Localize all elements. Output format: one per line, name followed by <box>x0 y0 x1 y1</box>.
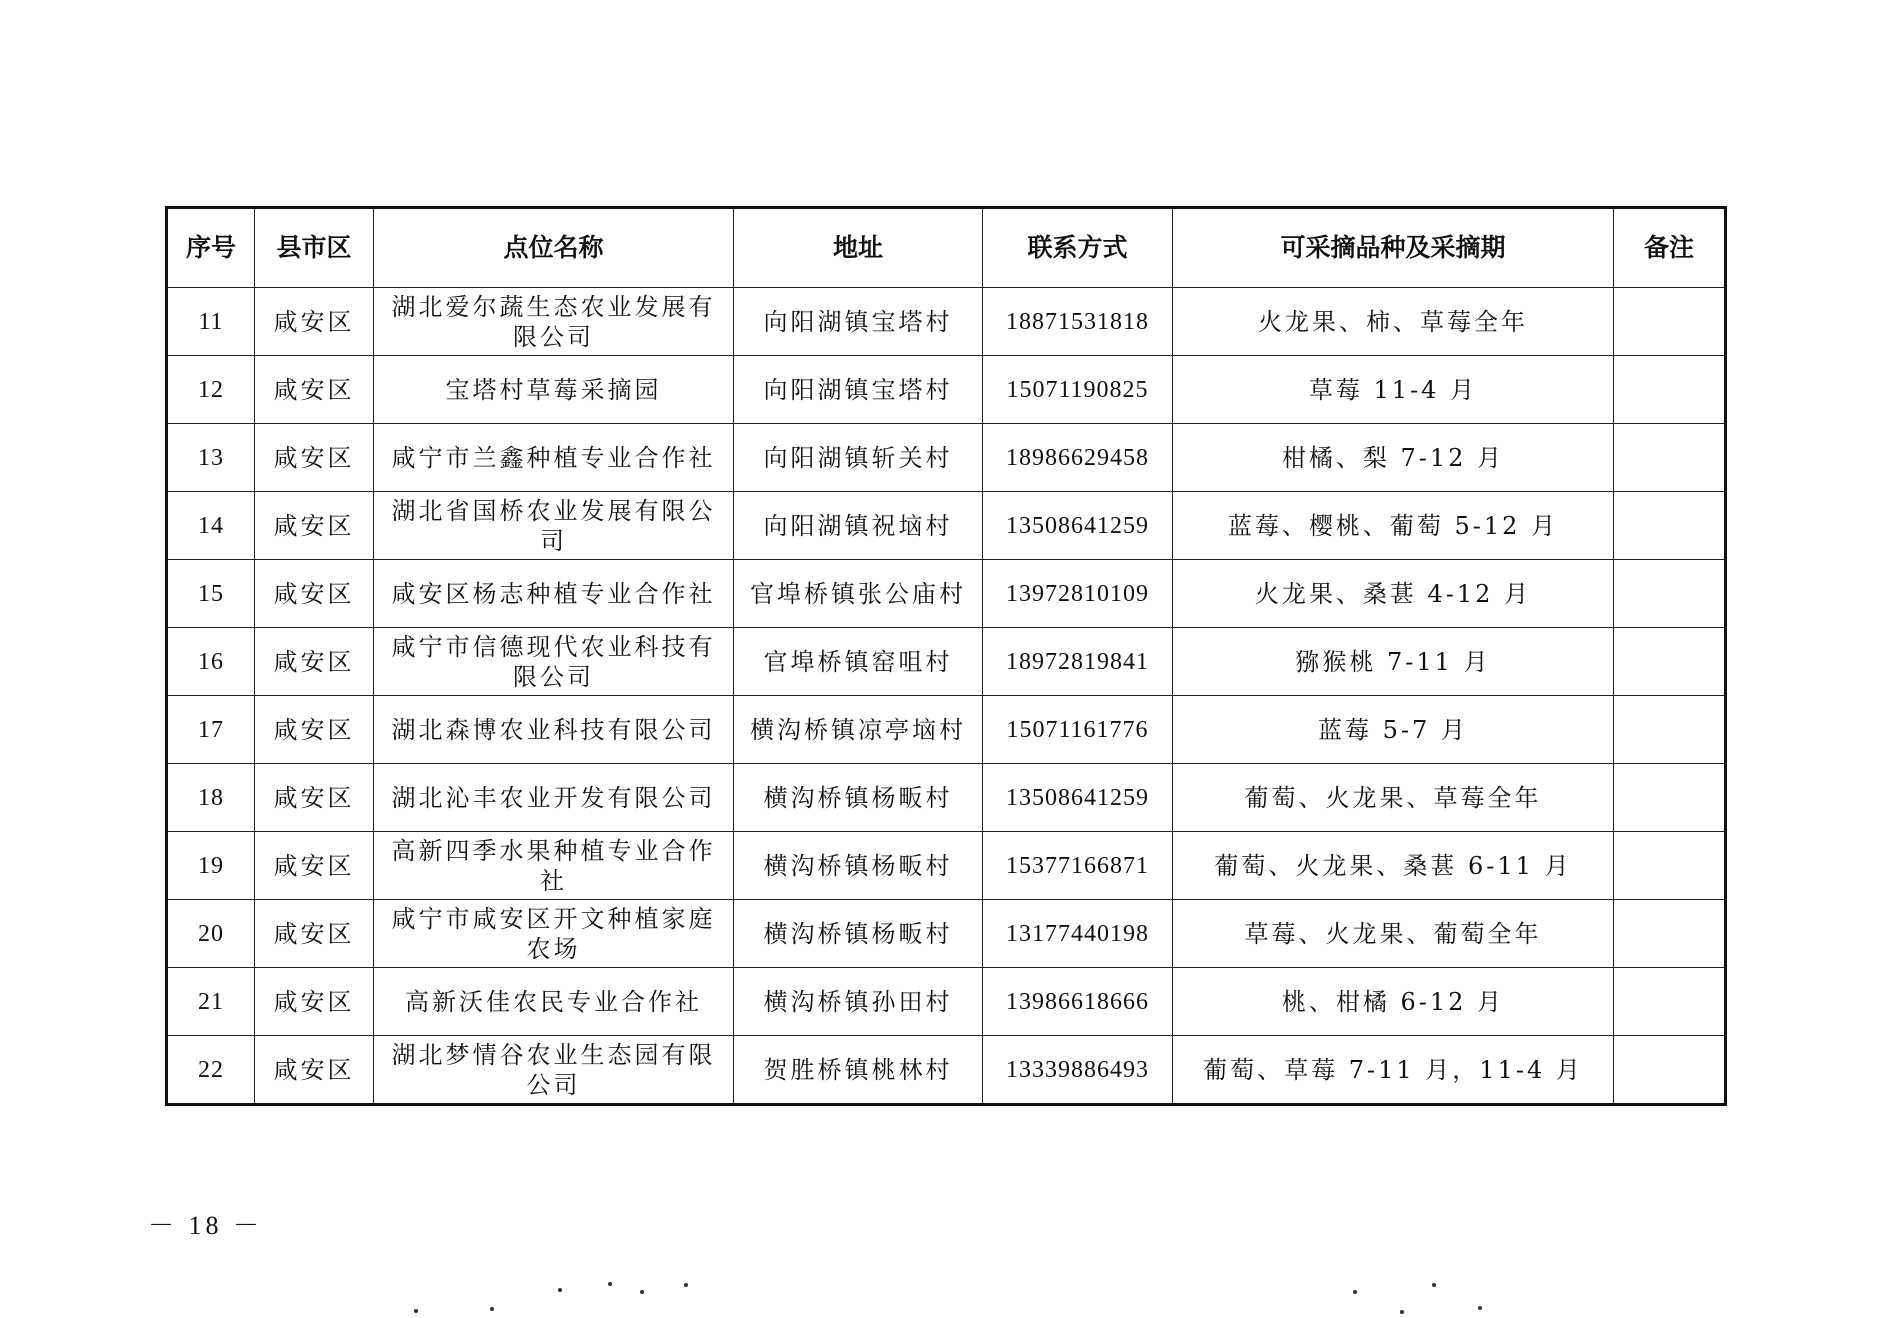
header-address: 地址 <box>734 208 983 288</box>
cell-site-name: 高新四季水果种植专业合作社 <box>374 832 734 900</box>
scan-speck <box>1432 1283 1436 1287</box>
cell-site-name: 湖北梦情谷农业生态园有限公司 <box>374 1036 734 1105</box>
cell-remark <box>1614 832 1726 900</box>
scan-speck <box>684 1283 688 1287</box>
scan-speck <box>558 1288 562 1292</box>
cell-phone: 13508641259 <box>983 492 1173 560</box>
scan-speck <box>1478 1306 1482 1310</box>
cell-varieties: 猕猴桃 7-11 月 <box>1173 628 1614 696</box>
cell-site-name: 高新沃佳农民专业合作社 <box>374 968 734 1036</box>
cell-county: 咸安区 <box>255 832 374 900</box>
cell-county: 咸安区 <box>255 696 374 764</box>
cell-phone: 13986618666 <box>983 968 1173 1036</box>
cell-remark <box>1614 696 1726 764</box>
cell-site-name: 宝塔村草莓采摘园 <box>374 356 734 424</box>
cell-varieties: 蓝莓、樱桃、葡萄 5-12 月 <box>1173 492 1614 560</box>
cell-no: 21 <box>167 968 255 1036</box>
cell-no: 17 <box>167 696 255 764</box>
cell-phone: 15071161776 <box>983 696 1173 764</box>
cell-address: 向阳湖镇祝垴村 <box>734 492 983 560</box>
scan-speck <box>608 1282 612 1286</box>
cell-varieties: 火龙果、柿、草莓全年 <box>1173 288 1614 356</box>
cell-varieties: 蓝莓 5-7 月 <box>1173 696 1614 764</box>
table-row <box>167 628 1726 696</box>
cell-county: 咸安区 <box>255 356 374 424</box>
cell-address: 官埠桥镇窑咀村 <box>734 628 983 696</box>
table-row <box>167 696 1726 764</box>
cell-varieties: 葡萄、火龙果、桑葚 6-11 月 <box>1173 832 1614 900</box>
header-county: 县市区 <box>255 208 374 288</box>
table-row <box>167 424 1726 492</box>
cell-address: 横沟桥镇杨畈村 <box>734 900 983 968</box>
cell-site-name: 湖北爱尔蔬生态农业发展有限公司 <box>374 288 734 356</box>
scan-speck <box>1353 1290 1357 1294</box>
cell-county: 咸安区 <box>255 288 374 356</box>
cell-address: 向阳湖镇斩关村 <box>734 424 983 492</box>
header-varieties: 可采摘品种及采摘期 <box>1173 208 1614 288</box>
cell-remark <box>1614 492 1726 560</box>
cell-remark <box>1614 628 1726 696</box>
cell-address: 横沟桥镇杨畈村 <box>734 832 983 900</box>
cell-county: 咸安区 <box>255 560 374 628</box>
picking-sites-table <box>165 206 1727 1106</box>
cell-address: 向阳湖镇宝塔村 <box>734 288 983 356</box>
cell-site-name: 湖北沁丰农业开发有限公司 <box>374 764 734 832</box>
scan-speck <box>640 1290 644 1294</box>
cell-no: 15 <box>167 560 255 628</box>
cell-no: 14 <box>167 492 255 560</box>
cell-phone: 15377166871 <box>983 832 1173 900</box>
cell-county: 咸安区 <box>255 764 374 832</box>
cell-phone: 18871531818 <box>983 288 1173 356</box>
cell-remark <box>1614 900 1726 968</box>
scan-speck <box>1400 1310 1404 1314</box>
cell-remark <box>1614 288 1726 356</box>
table-row <box>167 492 1726 560</box>
table-row <box>167 288 1726 356</box>
cell-site-name: 咸宁市信德现代农业科技有限公司 <box>374 628 734 696</box>
cell-no: 20 <box>167 900 255 968</box>
header-contact: 联系方式 <box>983 208 1173 288</box>
table-row <box>167 764 1726 832</box>
table-row <box>167 900 1726 968</box>
cell-remark <box>1614 560 1726 628</box>
page-number: － 18 － <box>148 1211 264 1240</box>
cell-site-name: 咸安区杨志种植专业合作社 <box>374 560 734 628</box>
cell-address: 官埠桥镇张公庙村 <box>734 560 983 628</box>
cell-address: 横沟桥镇凉亭垴村 <box>734 696 983 764</box>
cell-remark <box>1614 764 1726 832</box>
cell-phone: 13177440198 <box>983 900 1173 968</box>
cell-no: 12 <box>167 356 255 424</box>
cell-phone: 13972810109 <box>983 560 1173 628</box>
cell-remark <box>1614 356 1726 424</box>
header-remark: 备注 <box>1614 208 1726 288</box>
scan-speck <box>414 1309 418 1313</box>
cell-address: 贺胜桥镇桃林村 <box>734 1036 983 1105</box>
cell-address: 横沟桥镇孙田村 <box>734 968 983 1036</box>
cell-county: 咸安区 <box>255 968 374 1036</box>
cell-varieties: 柑橘、梨 7-12 月 <box>1173 424 1614 492</box>
cell-no: 11 <box>167 288 255 356</box>
cell-no: 22 <box>167 1036 255 1105</box>
cell-county: 咸安区 <box>255 492 374 560</box>
cell-site-name: 咸宁市咸安区开文种植家庭农场 <box>374 900 734 968</box>
cell-varieties: 火龙果、桑葚 4-12 月 <box>1173 560 1614 628</box>
cell-varieties: 草莓、火龙果、葡萄全年 <box>1173 900 1614 968</box>
cell-no: 19 <box>167 832 255 900</box>
cell-county: 咸安区 <box>255 900 374 968</box>
cell-remark <box>1614 1036 1726 1105</box>
cell-varieties: 葡萄、火龙果、草莓全年 <box>1173 764 1614 832</box>
cell-phone: 18972819841 <box>983 628 1173 696</box>
scan-speck <box>490 1307 494 1311</box>
cell-county: 咸安区 <box>255 628 374 696</box>
cell-county: 咸安区 <box>255 1036 374 1105</box>
header-row <box>167 208 1726 288</box>
cell-county: 咸安区 <box>255 424 374 492</box>
cell-varieties: 葡萄、草莓 7-11 月，11-4 月 <box>1173 1036 1614 1105</box>
table-row <box>167 1036 1726 1105</box>
cell-no: 13 <box>167 424 255 492</box>
cell-site-name: 湖北森博农业科技有限公司 <box>374 696 734 764</box>
cell-site-name: 湖北省国桥农业发展有限公司 <box>374 492 734 560</box>
cell-remark <box>1614 968 1726 1036</box>
cell-address: 横沟桥镇杨畈村 <box>734 764 983 832</box>
header-no: 序号 <box>167 208 255 288</box>
cell-phone: 18986629458 <box>983 424 1173 492</box>
cell-phone: 15071190825 <box>983 356 1173 424</box>
cell-varieties: 草莓 11-4 月 <box>1173 356 1614 424</box>
cell-no: 18 <box>167 764 255 832</box>
table-row <box>167 832 1726 900</box>
cell-address: 向阳湖镇宝塔村 <box>734 356 983 424</box>
table-row <box>167 560 1726 628</box>
cell-varieties: 桃、柑橘 6-12 月 <box>1173 968 1614 1036</box>
header-site-name: 点位名称 <box>374 208 734 288</box>
cell-remark <box>1614 424 1726 492</box>
cell-phone: 13339886493 <box>983 1036 1173 1105</box>
cell-site-name: 咸宁市兰鑫种植专业合作社 <box>374 424 734 492</box>
cell-phone: 13508641259 <box>983 764 1173 832</box>
table-row <box>167 356 1726 424</box>
table-row <box>167 968 1726 1036</box>
cell-no: 16 <box>167 628 255 696</box>
